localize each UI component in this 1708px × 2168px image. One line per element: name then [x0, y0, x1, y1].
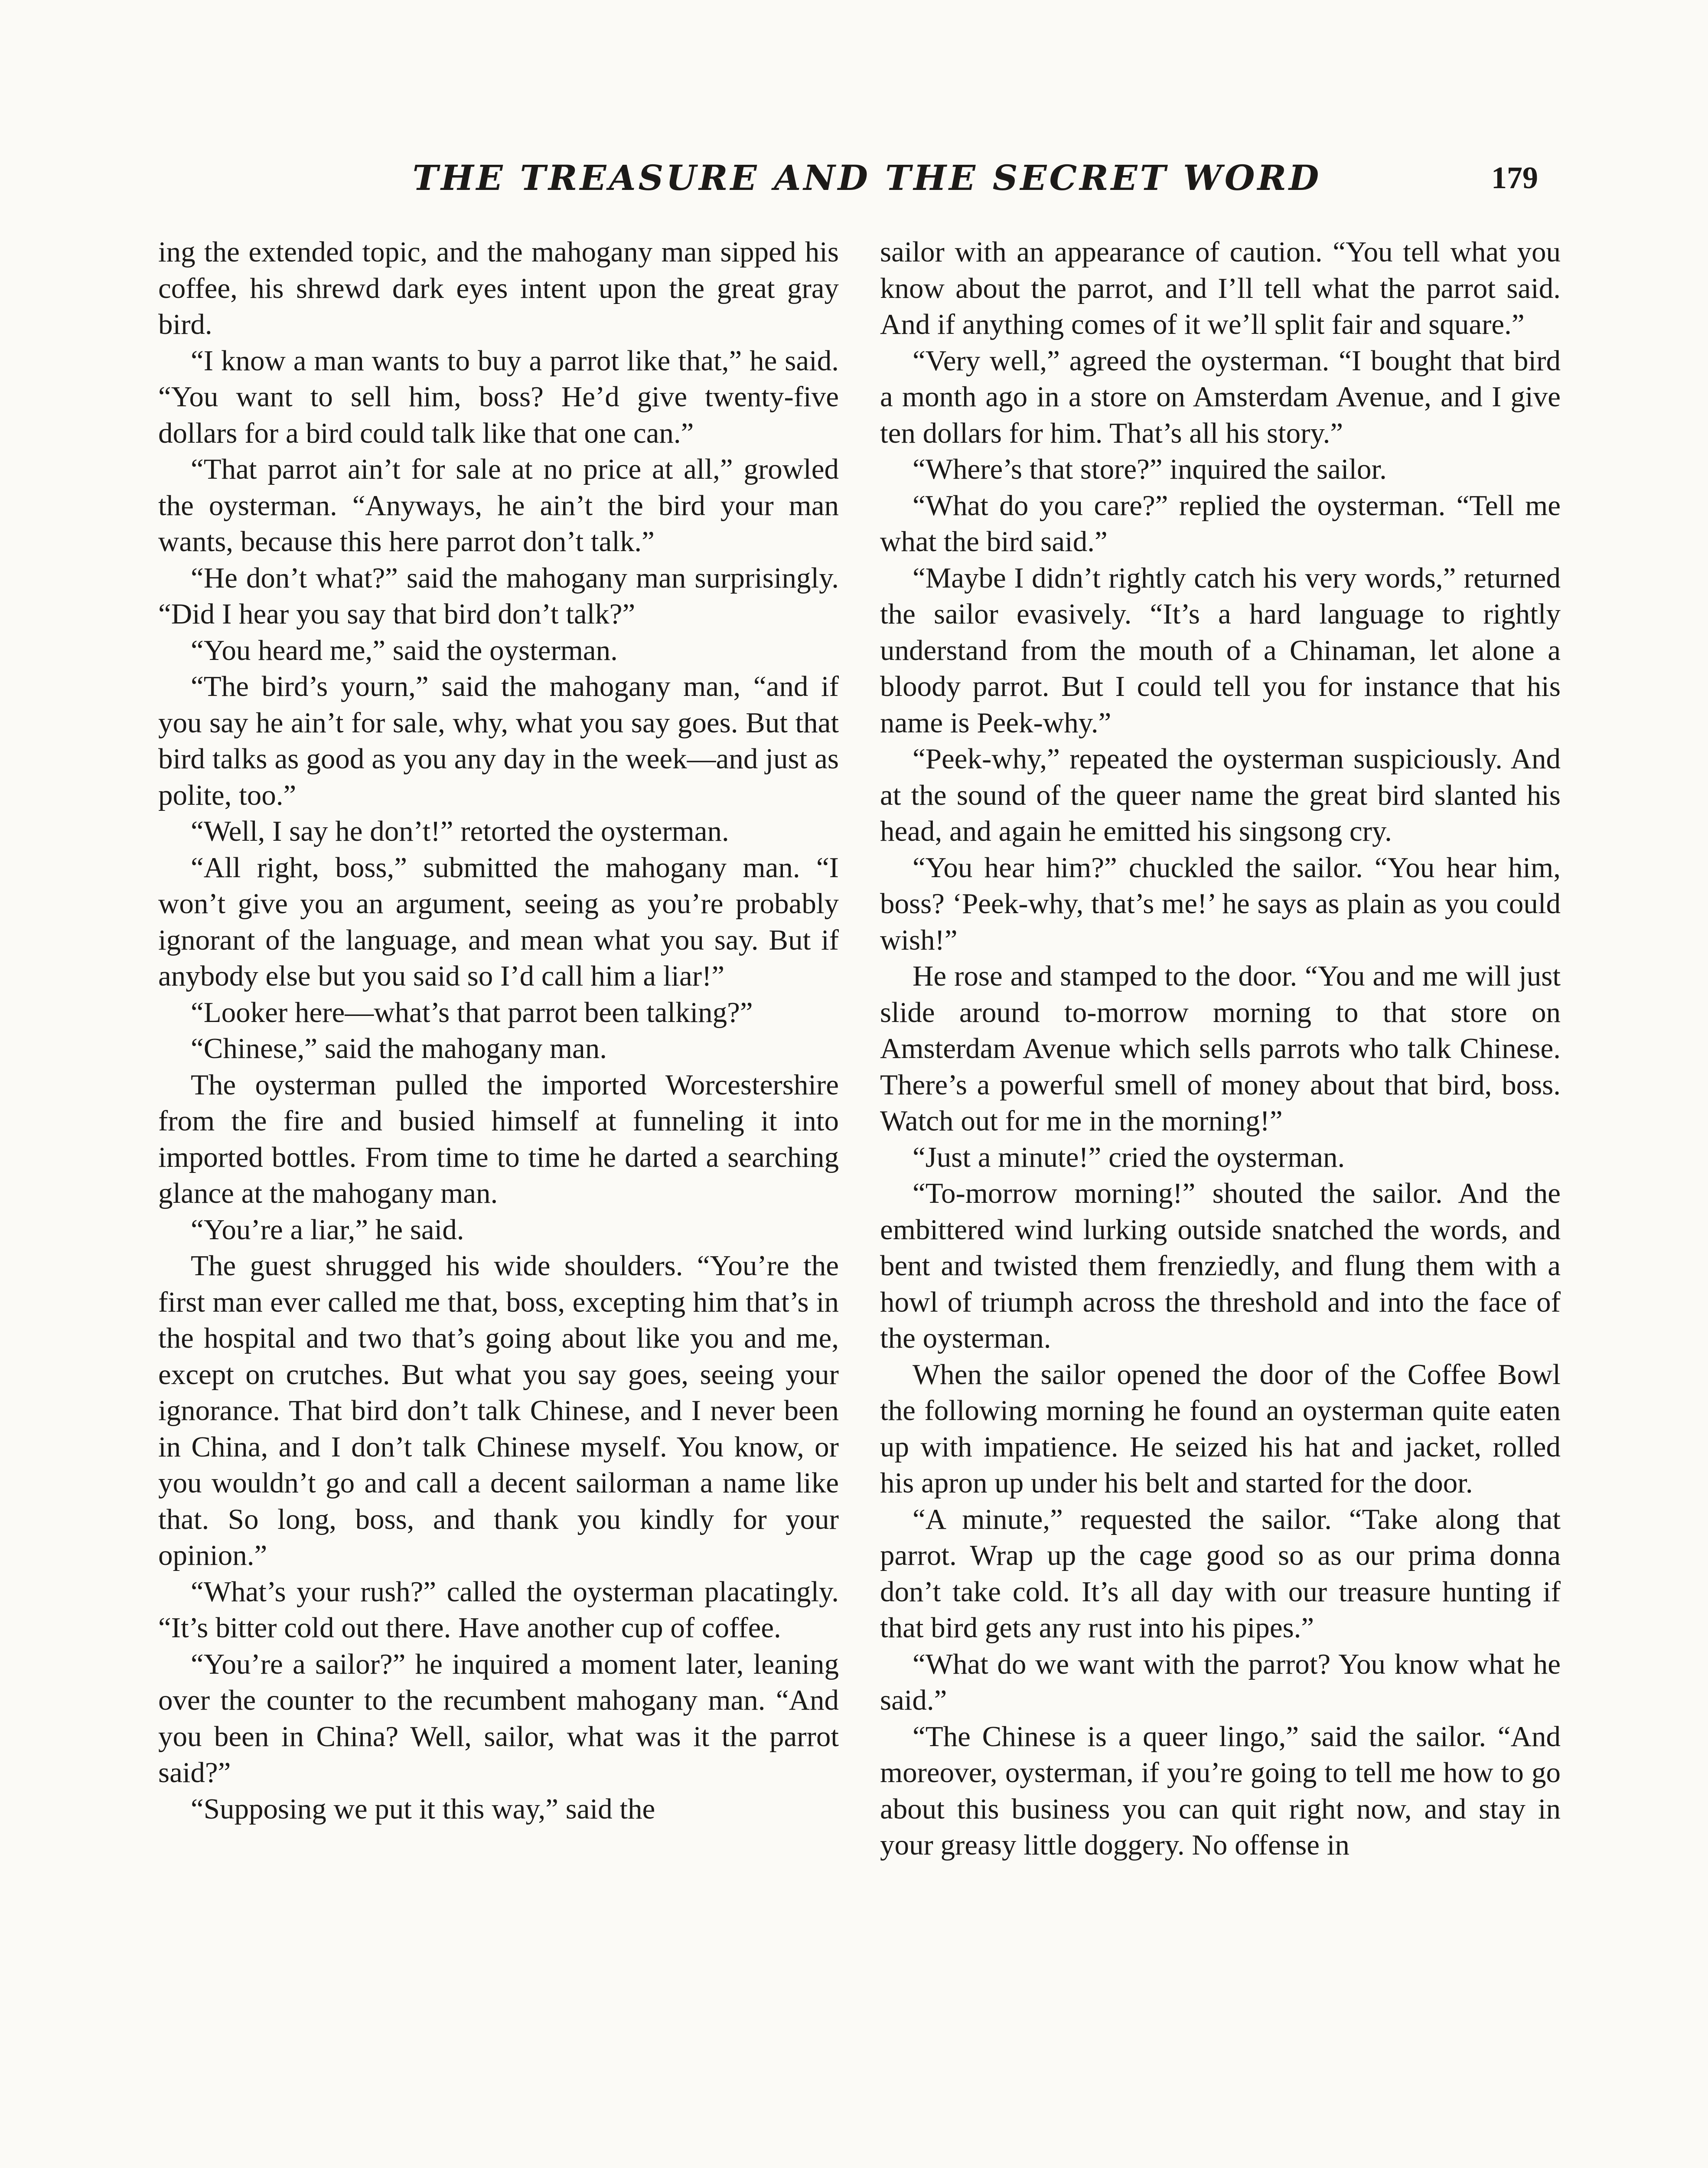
paragraph: “Where’s that store?” inquired the sailor.: [913, 453, 1387, 485]
paragraph: “The bird’s yourn,” said the mahogany man, “and if you say he ain’t for sale, why, what you say goes. But that bird talks as good as you any day in the week—and just as polite, too.”: [158, 670, 839, 811]
paragraph: “Maybe I didn’t rightly catch his very words,” returned the sailor evasively. “It’s a hard language to rightly understand from the mouth of a Chinaman, let alone a bloody parrot. But I could tell you for instance that his name is Peek-why.”: [880, 562, 1561, 739]
paragraph: “Supposing we put it this way,” said the: [191, 1793, 655, 1825]
paragraph: “Very well,” agreed the oysterman. “I bought that bird a month ago in a store on Amsterdam Avenue, and I give ten dollars for him. That’s all his story.”: [880, 344, 1561, 449]
paragraph: “To-morrow morning!” shouted the sailor. And the embittered wind lurking outside snatched the words, and bent and twisted them frenziedly, and flung them with a howl of triumph across the threshold and into the face of the oysterman.: [880, 1177, 1561, 1354]
paragraph: The oysterman pulled the imported Worcestershire from the fire and busied himself at funneling it into imported bottles. From time to time he darted a searching glance at the mahogany man.: [158, 1068, 839, 1209]
paragraph: sailor with an appearance of caution. “You tell what you know about the parrot, and I’ll tell what the parrot said. And if anything comes of it we’ll split fair and square.”: [880, 236, 1561, 340]
paragraph: When the sailor opened the door of the Coffee Bowl the following morning he found an oysterman quite eaten up with impatience. He seized his hat and jacket, rolled his apron up under his belt and started for the door.: [880, 1358, 1561, 1499]
paragraph: “The Chinese is a queer lingo,” said the sailor. “And moreover, oysterman, if you’re going to tell me how to go about this business you can quit right now, and stay in your greasy little doggery. No offense in: [880, 1720, 1561, 1861]
page-number: 179: [1491, 160, 1538, 195]
paragraph: “Just a minute!” cried the oysterman.: [913, 1141, 1345, 1173]
paragraph: “Peek-why,” repeated the oysterman suspiciously. And at the sound of the queer name the great bird slanted his head, and again he emitted his singsong cry.: [880, 743, 1561, 847]
paragraph: “That parrot ain’t for sale at no price at all,” growled the oysterman. “Anyways, he ain’t the bird your man wants, because this here parrot don’t talk.”: [158, 453, 839, 558]
paragraph: “A minute,” requested the sailor. “Take along that parrot. Wrap up the cage good so as our prima donna don’t take cold. It’s all day with our treasure hunting if that bird gets any rust into his pipes.”: [880, 1503, 1561, 1644]
paragraph: “Chinese,” said the mahogany man.: [191, 1032, 607, 1064]
paragraph: “All right, boss,” submitted the mahogany man. “I won’t give you an argument, seeing as you’re probably ignorant of the language, and mean what you say. But if anybody else but you said so I’d call him a liar!”: [158, 851, 839, 992]
paragraph: “You’re a sailor?” he inquired a moment later, leaning over the counter to the recumbent mahogany man. “And you been in China? Well, sailor, what was it the parrot said?”: [158, 1648, 839, 1789]
paragraph: “He don’t what?” said the mahogany man surprisingly. “Did I hear you say that bird don’t talk?”: [158, 562, 839, 630]
paragraph: He rose and stamped to the door. “You and me will just slide around to-morrow morning to that store on Amsterdam Avenue which sells parrots who talk Chinese. There’s a powerful smell of money about that bird, boss. Watch out for me in the morning!”: [880, 960, 1561, 1137]
paragraph: “Well, I say he don’t!” retorted the oysterman.: [191, 815, 729, 847]
right-column: [880, 234, 1561, 2168]
paragraph: “You’re a liar,” he said.: [191, 1213, 464, 1246]
paragraph: ing the extended topic, and the mahogany man sipped his coffee, his shrewd dark eyes intent upon the great gray bird.: [158, 236, 839, 340]
paragraph: “I know a man wants to buy a parrot like that,” he said. “You want to sell him, boss? He’d give twenty-five dollars for a bird could talk like that one can.”: [158, 344, 839, 449]
left-column: [158, 234, 839, 2168]
paragraph: “What do you care?” replied the oysterman. “Tell me what the bird said.”: [880, 489, 1561, 558]
running-title: THE TREASURE AND THE SECRET WORD: [412, 157, 1322, 198]
paragraph: “Looker here—what’s that parrot been talking?”: [191, 996, 753, 1028]
paragraph: “What’s your rush?” called the oysterman placatingly. “It’s bitter cold out there. Have another cup of coffee.: [158, 1575, 839, 1644]
paragraph: “What do we want with the parrot? You know what he said.”: [880, 1648, 1561, 1716]
page-header: [0, 147, 1708, 208]
paragraph: “You heard me,” said the oysterman.: [191, 634, 618, 666]
paragraph: The guest shrugged his wide shoulders. “You’re the first man ever called me that, boss, excepting him that’s in the hospital and two that’s going about like you and me, except on crutches. But what you say goes, seeing your ignorance. That bird don’t talk Chinese, and I never been in China, and I don’t talk Chinese myself. You know, or you wouldn’t go and call a decent sailorman a name like that. So long, boss, and thank you kindly for your opinion.”: [158, 1250, 839, 1571]
paragraph: “You hear him?” chuckled the sailor. “You hear him, boss? ‘Peek-why, that’s me!’ he says as plain as you could wish!”: [880, 851, 1561, 956]
